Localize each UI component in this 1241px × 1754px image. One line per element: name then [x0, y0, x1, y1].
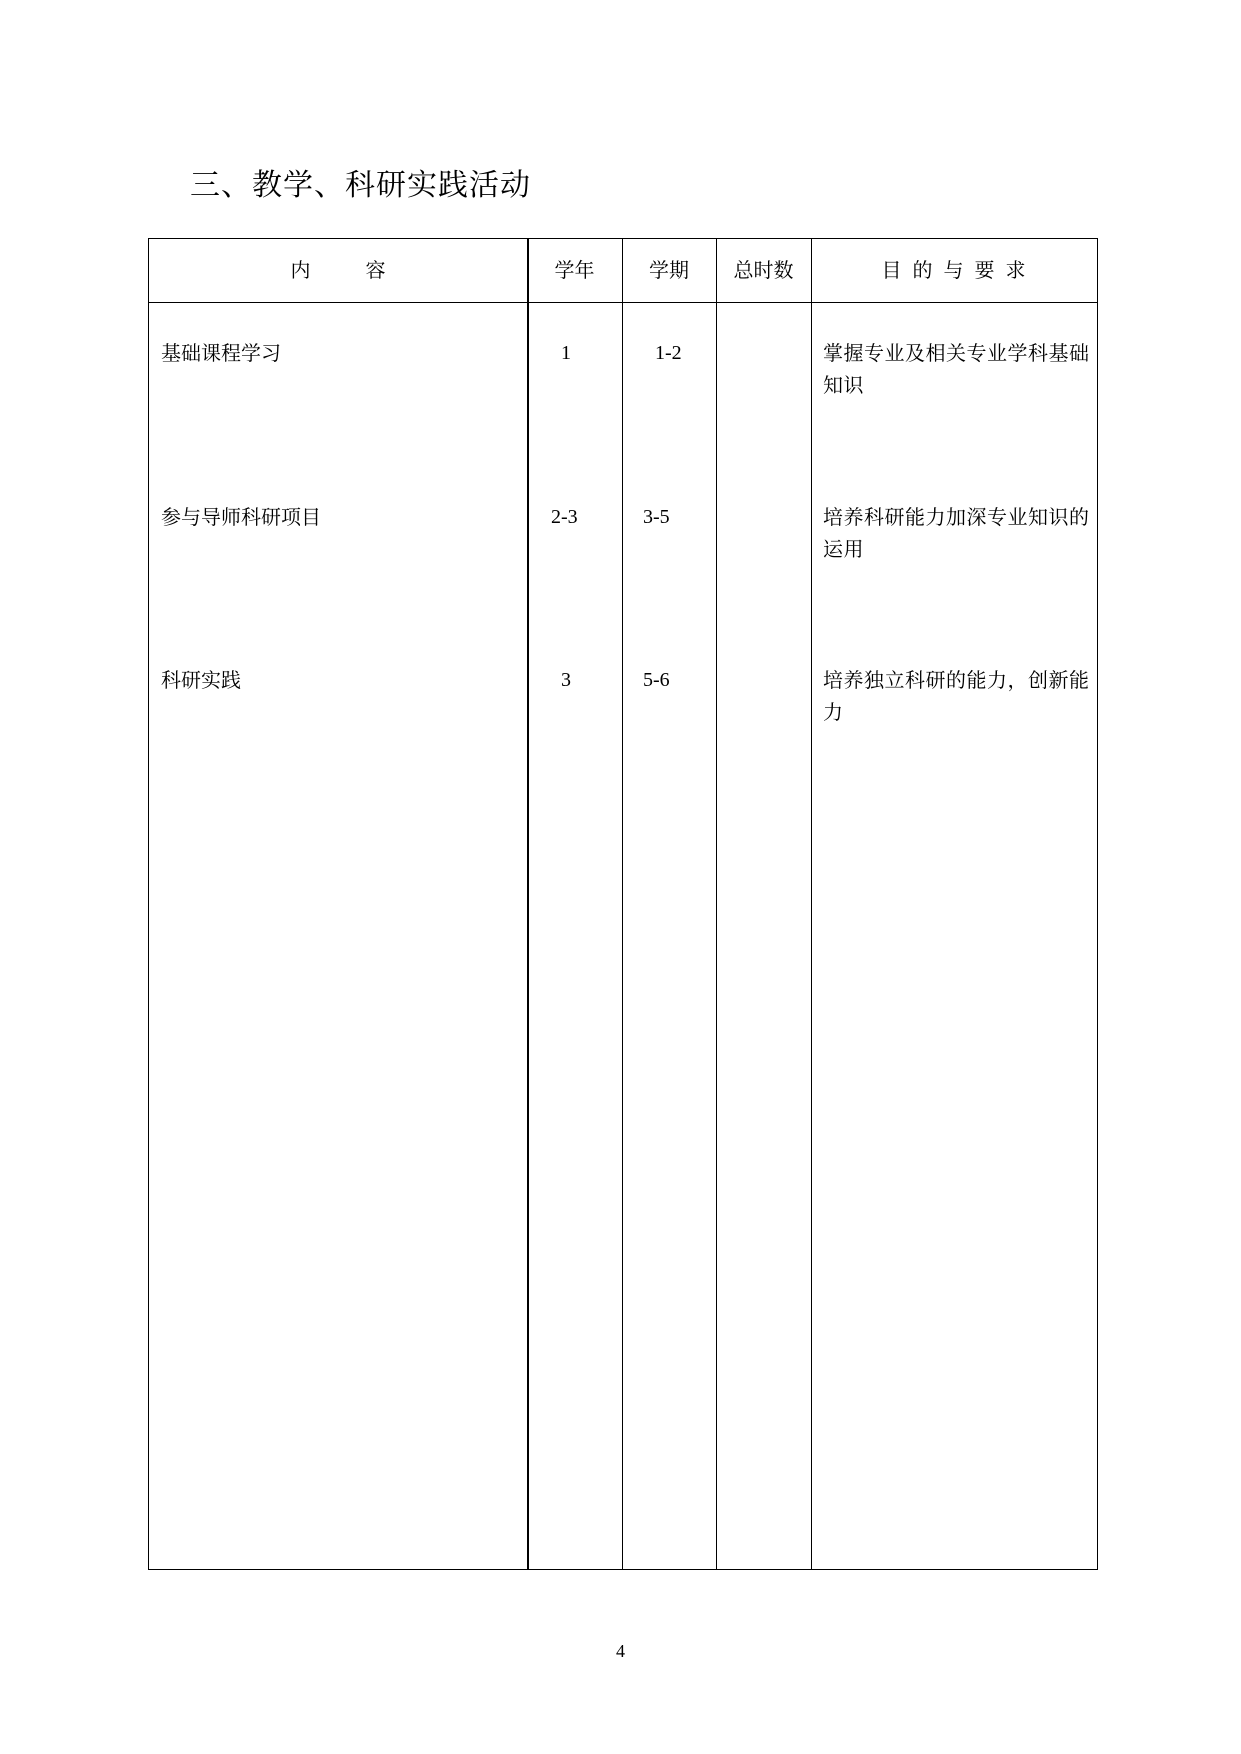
row-1-content: 基础课程学习: [161, 341, 281, 365]
header-purpose: 目的与要求: [881, 258, 1037, 282]
row-3-content: 科研实践: [161, 668, 241, 692]
row-1-year: 1: [561, 342, 571, 364]
column-divider: [622, 239, 623, 1569]
header-total-hours: 总时数: [733, 258, 794, 282]
page-number: 4: [616, 1641, 625, 1661]
row-2-semester: 3-5: [643, 506, 670, 528]
column-divider: [716, 239, 717, 1569]
practice-activities-table: [148, 238, 1098, 1570]
header-divider: [149, 302, 1097, 303]
row-3-semester: 5-6: [643, 669, 670, 691]
row-1-semester: 1-2: [655, 342, 682, 364]
row-2-content: 参与导师科研项目: [161, 505, 321, 529]
row-2-year: 2-3: [551, 506, 578, 528]
row-2-purpose: 培养科研能力加深专业知识的运用: [823, 505, 1090, 561]
section-title: 三、教学、科研实践活动: [190, 168, 531, 203]
column-divider: [527, 239, 529, 1569]
row-3-year: 3: [561, 669, 571, 691]
header-semester: 学期: [649, 258, 689, 282]
row-1-purpose: 掌握专业及相关专业学科基础知识: [823, 341, 1090, 397]
header-year: 学年: [554, 258, 595, 282]
row-3-purpose: 培养独立科研的能力，创新能力: [823, 668, 1090, 724]
header-content: 内容: [290, 258, 441, 282]
column-divider: [811, 239, 812, 1569]
